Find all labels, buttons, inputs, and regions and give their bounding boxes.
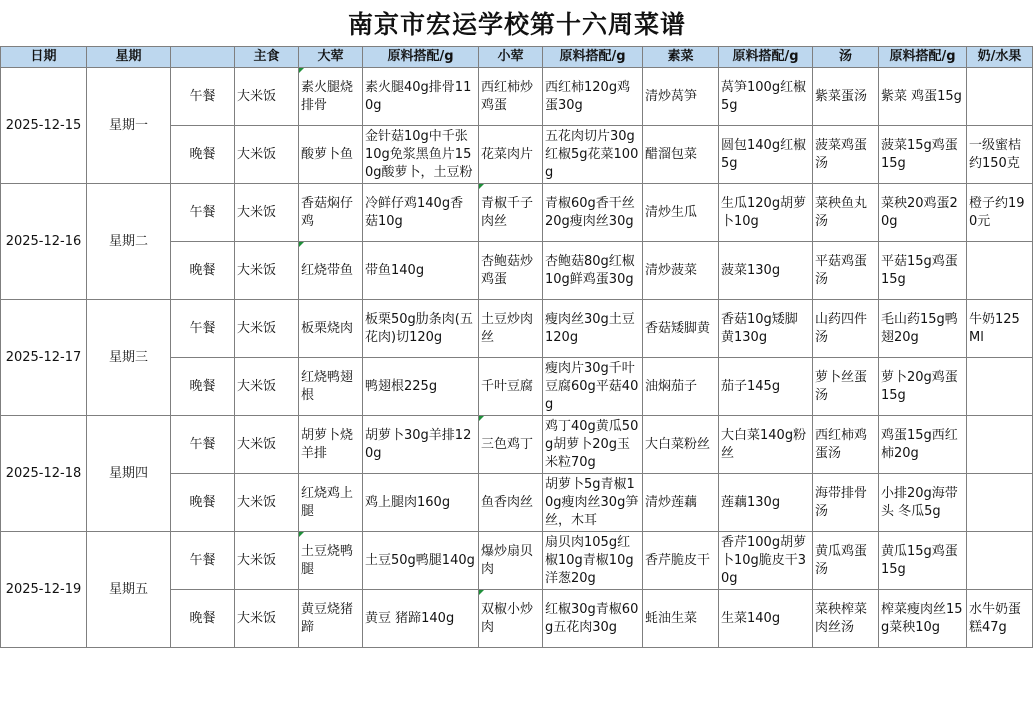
milk-fruit-cell[interactable]	[967, 300, 1033, 358]
small-meat-ingredients-text: 红椒30g青椒60g五花肉30g	[545, 601, 639, 635]
milk-fruit-cell[interactable]	[967, 532, 1033, 590]
small-meat-ingredients-cell[interactable]	[543, 242, 643, 300]
vegetable-text: 清炒生瓜	[645, 204, 698, 220]
big-meat-cell[interactable]	[299, 532, 363, 590]
header-date: 日期	[1, 47, 87, 68]
soup-text: 黄瓜鸡蛋汤	[815, 543, 868, 577]
big-meat-cell[interactable]	[299, 416, 363, 474]
vegetable-ingredients-text: 圆包140g红椒5g	[721, 137, 807, 171]
vegetable-ingredients-text: 茄子145g	[721, 378, 781, 394]
big-meat-ingredients-cell[interactable]	[363, 416, 479, 474]
small-meat-ingredients-text: 鸡丁40g黄瓜50g胡萝卜20g玉米粒70g	[545, 418, 639, 470]
small-meat-ingredients-cell[interactable]	[543, 416, 643, 474]
vegetable-text: 醋溜包菜	[645, 146, 698, 162]
soup-ingredients-text: 鸡蛋15g西红柿20g	[881, 427, 958, 461]
staple-cell[interactable]: 大米饭	[235, 242, 299, 300]
date-cell[interactable]: 2025-12-19	[1, 532, 87, 648]
big-meat-ingredients-text: 金针菇10g中千张10g免浆黑鱼片150g酸萝卜，土豆粉	[365, 128, 473, 180]
small-meat-ingredients-text: 青椒60g香干丝20g瘦肉丝30g	[545, 195, 635, 229]
milk-fruit-text: 橙子约190元	[969, 195, 1025, 229]
soup-ingredients-text: 平菇15g鸡蛋15g	[881, 253, 958, 287]
small-meat-cell[interactable]	[479, 416, 543, 474]
small-meat-cell[interactable]	[479, 126, 543, 184]
small-meat-cell[interactable]	[479, 184, 543, 242]
soup-ingredients-cell[interactable]	[879, 68, 967, 126]
soup-ingredients-cell[interactable]	[879, 126, 967, 184]
big-meat-ingredients-cell[interactable]	[363, 68, 479, 126]
small-meat-text: 杏鲍菇炒鸡蛋	[481, 253, 534, 287]
big-meat-ingredients-text: 鸡上腿肉160g	[365, 494, 451, 510]
soup-ingredients-text: 萝卜20g鸡蛋15g	[881, 369, 958, 403]
big-meat-ingredients-cell[interactable]	[363, 184, 479, 242]
vegetable-text: 清炒莲藕	[645, 494, 698, 510]
big-meat-text: 板栗烧肉	[301, 320, 354, 336]
vegetable-ingredients-text: 莲藕130g	[721, 494, 781, 510]
staple-cell[interactable]: 大米饭	[235, 300, 299, 358]
table-row[interactable]	[1, 532, 1033, 590]
soup-ingredients-text: 毛山药15g鸭翅20g	[881, 311, 958, 345]
header-staple: 主食	[235, 47, 299, 68]
vegetable-cell[interactable]	[643, 68, 719, 126]
small-meat-text: 鱼香肉丝	[481, 494, 534, 510]
meal-cell[interactable]: 午餐	[171, 532, 235, 590]
soup-cell[interactable]	[813, 358, 879, 416]
vegetable-text: 清炒莴笋	[645, 88, 698, 104]
big-meat-ingredients-text: 胡萝卜30g羊排120g	[365, 427, 472, 461]
weekday-cell[interactable]: 星期二	[87, 184, 171, 300]
soup-ingredients-cell[interactable]	[879, 416, 967, 474]
vegetable-ingredients-cell[interactable]	[719, 126, 813, 184]
big-meat-cell[interactable]	[299, 126, 363, 184]
header-milk-fruit: 奶/水果	[967, 47, 1033, 68]
weekday-cell[interactable]: 星期三	[87, 300, 171, 416]
vegetable-ingredients-text: 莴笋100g红椒5g	[721, 79, 807, 113]
small-meat-cell[interactable]	[479, 474, 543, 532]
small-meat-ingredients-cell[interactable]	[543, 68, 643, 126]
small-meat-text: 千叶豆腐	[481, 378, 534, 394]
table-row[interactable]	[1, 300, 1033, 358]
soup-cell[interactable]	[813, 532, 879, 590]
meal-cell[interactable]: 午餐	[171, 416, 235, 474]
vegetable-ingredients-text: 生瓜120g胡萝卜10g	[721, 195, 807, 229]
header-soup-ingredients: 原料搭配/g	[879, 47, 967, 68]
meal-cell[interactable]: 晚餐	[171, 590, 235, 648]
small-meat-cell[interactable]	[479, 532, 543, 590]
soup-ingredients-cell[interactable]	[879, 184, 967, 242]
table-row[interactable]	[1, 184, 1033, 242]
big-meat-text: 胡萝卜烧羊排	[301, 427, 354, 461]
header-soup: 汤	[813, 47, 879, 68]
vegetable-cell[interactable]	[643, 242, 719, 300]
menu-table	[0, 46, 1033, 648]
milk-fruit-cell[interactable]	[967, 358, 1033, 416]
soup-ingredients-cell[interactable]	[879, 532, 967, 590]
page-title: 南京市宏运学校第十六周菜谱	[347, 10, 686, 39]
vegetable-cell[interactable]	[643, 126, 719, 184]
big-meat-ingredients-text: 鸭翅根225g	[365, 378, 438, 394]
vegetable-text: 蚝油生菜	[645, 610, 698, 626]
weekday-cell[interactable]: 星期五	[87, 532, 171, 648]
big-meat-ingredients-cell[interactable]	[363, 126, 479, 184]
milk-fruit-cell[interactable]	[967, 126, 1033, 184]
small-meat-cell[interactable]	[479, 590, 543, 648]
weekday-cell[interactable]: 星期四	[87, 416, 171, 532]
soup-ingredients-text: 菠菜15g鸡蛋15g	[881, 137, 958, 171]
meal-cell[interactable]: 午餐	[171, 184, 235, 242]
vegetable-ingredients-cell[interactable]	[719, 300, 813, 358]
date-cell[interactable]: 2025-12-18	[1, 416, 87, 532]
soup-text: 萝卜丝蛋汤	[815, 369, 868, 403]
big-meat-ingredients-cell[interactable]	[363, 474, 479, 532]
soup-cell[interactable]	[813, 416, 879, 474]
vegetable-ingredients-cell[interactable]	[719, 590, 813, 648]
small-meat-ingredients-cell[interactable]	[543, 300, 643, 358]
big-meat-text: 香菇焖仔鸡	[301, 195, 354, 229]
big-meat-cell[interactable]	[299, 242, 363, 300]
vegetable-text: 香菇矮脚黄	[645, 320, 711, 336]
staple-cell[interactable]: 大米饭	[235, 416, 299, 474]
small-meat-ingredients-text: 西红柿120g鸡蛋30g	[545, 79, 631, 113]
header-big-meat: 大荤	[299, 47, 363, 68]
soup-cell[interactable]	[813, 300, 879, 358]
vegetable-cell[interactable]	[643, 300, 719, 358]
small-meat-ingredients-cell[interactable]	[543, 532, 643, 590]
header-big-meat-ingredients: 原料搭配/g	[363, 47, 479, 68]
vegetable-ingredients-cell[interactable]	[719, 68, 813, 126]
table-row[interactable]	[1, 416, 1033, 474]
milk-fruit-cell[interactable]	[967, 184, 1033, 242]
soup-cell[interactable]	[813, 184, 879, 242]
vegetable-ingredients-text: 香菇10g矮脚黄130g	[721, 311, 798, 345]
soup-ingredients-cell[interactable]	[879, 242, 967, 300]
vegetable-text: 清炒菠菜	[645, 262, 698, 278]
soup-cell[interactable]	[813, 590, 879, 648]
milk-fruit-text: 一级蜜桔约150克	[969, 137, 1022, 171]
meal-cell[interactable]: 午餐	[171, 68, 235, 126]
table-row[interactable]	[1, 68, 1033, 126]
meal-cell[interactable]: 晚餐	[171, 474, 235, 532]
vegetable-cell[interactable]	[643, 358, 719, 416]
milk-fruit-cell[interactable]	[967, 590, 1033, 648]
soup-ingredients-cell[interactable]	[879, 300, 967, 358]
small-meat-cell[interactable]	[479, 242, 543, 300]
small-meat-text: 三色鸡丁	[481, 436, 534, 452]
big-meat-ingredients-text: 板栗50g肋条肉(五花肉)切120g	[365, 311, 473, 345]
soup-text: 山药四件汤	[815, 311, 868, 345]
small-meat-ingredients-text: 瘦肉丝30g土豆120g	[545, 311, 635, 345]
vegetable-cell[interactable]	[643, 532, 719, 590]
soup-ingredients-text: 小排20g海带头 冬瓜5g	[881, 485, 958, 519]
milk-fruit-cell[interactable]	[967, 242, 1033, 300]
big-meat-ingredients-cell[interactable]	[363, 590, 479, 648]
small-meat-ingredients-cell[interactable]	[543, 590, 643, 648]
big-meat-cell[interactable]	[299, 300, 363, 358]
vegetable-ingredients-text: 菠菜130g	[721, 262, 781, 278]
header-weekday: 星期	[87, 47, 171, 68]
header-row	[1, 47, 1033, 68]
small-meat-text: 西红柿炒鸡蛋	[481, 79, 534, 113]
soup-ingredients-cell[interactable]	[879, 474, 967, 532]
big-meat-ingredients-text: 素火腿40g排骨110g	[365, 79, 472, 113]
staple-cell[interactable]: 大米饭	[235, 532, 299, 590]
soup-ingredients-text: 紫菜 鸡蛋15g	[881, 88, 962, 104]
big-meat-text: 素火腿烧排骨	[301, 79, 354, 113]
big-meat-ingredients-text: 土豆50g鸭腿140g	[365, 552, 475, 568]
vegetable-text: 香芹脆皮干	[645, 552, 711, 568]
big-meat-text: 红烧带鱼	[301, 262, 354, 278]
vegetable-ingredients-cell[interactable]	[719, 416, 813, 474]
big-meat-ingredients-cell[interactable]	[363, 242, 479, 300]
soup-text: 菜秧鱼丸汤	[815, 195, 868, 229]
vegetable-cell[interactable]	[643, 184, 719, 242]
date-cell[interactable]: 2025-12-17	[1, 300, 87, 416]
soup-text: 紫菜蛋汤	[815, 88, 868, 104]
small-meat-ingredients-text: 杏鲍菇80g红椒10g鲜鸡蛋30g	[545, 253, 635, 287]
small-meat-text: 青椒千子肉丝	[481, 195, 534, 229]
small-meat-ingredients-cell[interactable]	[543, 126, 643, 184]
big-meat-cell[interactable]	[299, 68, 363, 126]
vegetable-ingredients-text: 香芹100g胡萝卜10g脆皮干30g	[721, 534, 807, 586]
milk-fruit-text: 水牛奶蛋糕47g	[969, 601, 1022, 635]
date-cell[interactable]: 2025-12-16	[1, 184, 87, 300]
small-meat-ingredients-cell[interactable]	[543, 474, 643, 532]
small-meat-ingredients-cell[interactable]	[543, 358, 643, 416]
soup-ingredients-text: 菜秧20鸡蛋20g	[881, 195, 958, 229]
staple-cell[interactable]: 大米饭	[235, 126, 299, 184]
milk-fruit-text: 牛奶125Ml	[969, 311, 1020, 345]
soup-cell[interactable]	[813, 68, 879, 126]
milk-fruit-cell[interactable]	[967, 416, 1033, 474]
big-meat-text: 红烧鸡上腿	[301, 485, 354, 519]
staple-cell[interactable]: 大米饭	[235, 358, 299, 416]
soup-ingredients-cell[interactable]	[879, 358, 967, 416]
big-meat-text: 黄豆烧猪蹄	[301, 601, 354, 635]
soup-text: 西红柿鸡蛋汤	[815, 427, 868, 461]
vegetable-cell[interactable]	[643, 416, 719, 474]
vegetable-ingredients-cell[interactable]	[719, 184, 813, 242]
vegetable-text: 油焖茄子	[645, 378, 698, 394]
vegetable-ingredients-text: 生菜140g	[721, 610, 781, 626]
big-meat-ingredients-text: 黄豆 猪蹄140g	[365, 610, 455, 626]
small-meat-ingredients-text: 胡萝卜5g青椒10g瘦肉丝30g笋丝，木耳	[545, 476, 639, 528]
big-meat-text: 酸萝卜鱼	[301, 146, 354, 162]
big-meat-ingredients-text: 带鱼140g	[365, 262, 425, 278]
meal-cell[interactable]: 午餐	[171, 300, 235, 358]
small-meat-text: 双椒小炒肉	[481, 601, 534, 635]
big-meat-ingredients-cell[interactable]	[363, 358, 479, 416]
staple-cell[interactable]: 大米饭	[235, 474, 299, 532]
soup-cell[interactable]	[813, 242, 879, 300]
soup-ingredients-cell[interactable]	[879, 590, 967, 648]
header-small-meat-ingredients: 原料搭配/g	[543, 47, 643, 68]
vegetable-cell[interactable]	[643, 474, 719, 532]
big-meat-ingredients-cell[interactable]	[363, 300, 479, 358]
big-meat-ingredients-text: 冷鲜仔鸡140g香菇10g	[365, 195, 464, 229]
small-meat-ingredients-text: 五花肉切片30g红椒5g花菜100g	[545, 128, 639, 180]
big-meat-text: 土豆烧鸭腿	[301, 543, 354, 577]
vegetable-ingredients-cell[interactable]	[719, 532, 813, 590]
big-meat-cell[interactable]	[299, 184, 363, 242]
vegetable-text: 大白菜粉丝	[645, 436, 711, 452]
header-small-meat: 小荤	[479, 47, 543, 68]
big-meat-text: 红烧鸭翅根	[301, 369, 354, 403]
small-meat-text: 土豆炒肉丝	[481, 311, 534, 345]
vegetable-ingredients-cell[interactable]	[719, 358, 813, 416]
meal-cell[interactable]: 晚餐	[171, 358, 235, 416]
small-meat-text: 花菜肉片	[481, 146, 534, 162]
big-meat-cell[interactable]	[299, 474, 363, 532]
menu-table-wrap	[0, 46, 1033, 648]
meal-cell[interactable]: 晚餐	[171, 126, 235, 184]
milk-fruit-cell[interactable]	[967, 68, 1033, 126]
soup-cell[interactable]	[813, 474, 879, 532]
small-meat-ingredients-cell[interactable]	[543, 184, 643, 242]
big-meat-cell[interactable]	[299, 590, 363, 648]
staple-cell[interactable]: 大米饭	[235, 184, 299, 242]
soup-text: 菜秧榨菜肉丝汤	[815, 601, 868, 635]
soup-text: 海带排骨汤	[815, 485, 868, 519]
soup-ingredients-text: 黄瓜15g鸡蛋15g	[881, 543, 958, 577]
small-meat-text: 爆炒扇贝肉	[481, 543, 534, 577]
soup-text: 平菇鸡蛋汤	[815, 253, 868, 287]
vegetable-cell[interactable]	[643, 590, 719, 648]
staple-cell[interactable]: 大米饭	[235, 590, 299, 648]
vegetable-ingredients-text: 大白菜140g粉丝	[721, 427, 807, 461]
header-vegetable: 素菜	[643, 47, 719, 68]
small-meat-cell[interactable]	[479, 300, 543, 358]
small-meat-cell[interactable]	[479, 358, 543, 416]
small-meat-cell[interactable]	[479, 68, 543, 126]
vegetable-ingredients-cell[interactable]	[719, 474, 813, 532]
header-meal	[171, 47, 235, 68]
small-meat-ingredients-text: 扇贝肉105g红椒10g青椒10g洋葱20g	[545, 534, 634, 586]
date-cell[interactable]: 2025-12-15	[1, 68, 87, 184]
header-vegetable-ingredients: 原料搭配/g	[719, 47, 813, 68]
vegetable-ingredients-cell[interactable]	[719, 242, 813, 300]
soup-text: 菠菜鸡蛋汤	[815, 137, 868, 171]
small-meat-ingredients-text: 瘦肉片30g千叶豆腐60g平菇40g	[545, 360, 639, 412]
staple-cell[interactable]: 大米饭	[235, 68, 299, 126]
soup-ingredients-text: 榨菜瘦肉丝15g菜秧10g	[881, 601, 963, 635]
big-meat-ingredients-cell[interactable]	[363, 532, 479, 590]
meal-cell[interactable]: 晚餐	[171, 242, 235, 300]
milk-fruit-cell[interactable]	[967, 474, 1033, 532]
big-meat-cell[interactable]	[299, 358, 363, 416]
weekday-cell[interactable]: 星期一	[87, 68, 171, 184]
soup-cell[interactable]	[813, 126, 879, 184]
